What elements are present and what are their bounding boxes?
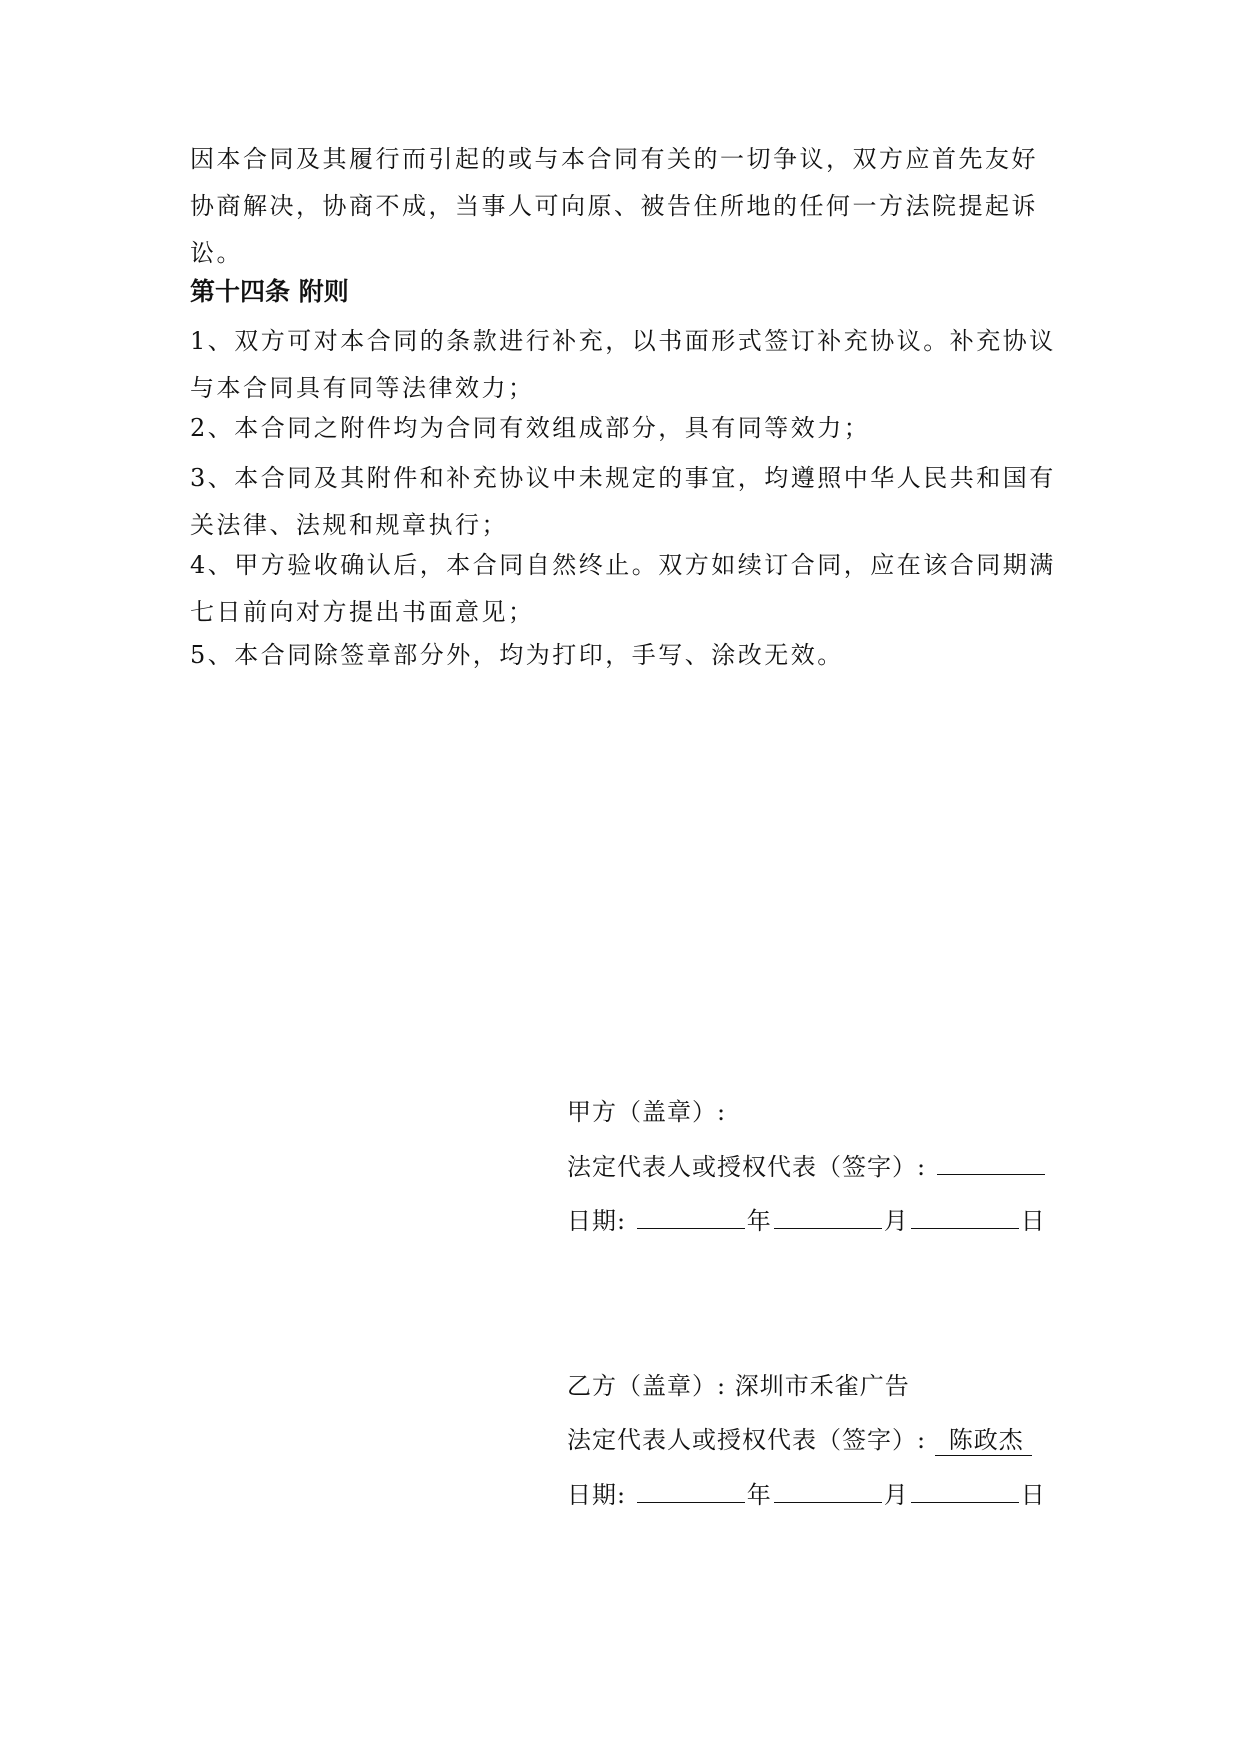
- clause-1: 1、双方可对本合同的条款进行补充，以书面形式签订补充协议。补充协议与本合同具有同等法律效力；: [190, 327, 1056, 402]
- party-a-day-field[interactable]: [911, 1200, 1019, 1229]
- party-a-month-label: 月: [883, 1207, 909, 1235]
- party-a-rep-signature-field[interactable]: [937, 1146, 1045, 1175]
- party-b-date-line: [567, 1474, 1046, 1515]
- party-b-year-label: 年: [746, 1481, 772, 1509]
- party-b-month-field[interactable]: [774, 1474, 882, 1503]
- party-a-year-field[interactable]: [637, 1200, 745, 1229]
- party-a-seal-line: [567, 1092, 726, 1132]
- party-a-month-field[interactable]: [774, 1200, 882, 1229]
- article-14-heading: 第十四条 附则: [190, 277, 349, 306]
- party-b-day-label: 日: [1020, 1481, 1046, 1509]
- party-a-date-line: [567, 1200, 1046, 1241]
- party-b-year-field[interactable]: [637, 1474, 745, 1503]
- party-a-year-label: 年: [746, 1207, 772, 1235]
- party-b-rep-line: [567, 1420, 1032, 1460]
- clause-3: 3、本合同及其附件和补充协议中未规定的事宜，均遵照中华人民共和国有关法律、法规和规章执行；: [190, 464, 1056, 539]
- party-b-rep-name: 陈政杰: [935, 1425, 1032, 1456]
- party-a-seal-label: 甲方（盖章）:: [567, 1098, 727, 1126]
- party-b-seal-label: 乙方（盖章）:: [567, 1372, 727, 1400]
- party-b-date-label: 日期:: [567, 1481, 627, 1509]
- party-b-rep-label: 法定代表人或授权代表（签字）:: [567, 1426, 927, 1454]
- party-b-day-field[interactable]: [911, 1474, 1019, 1503]
- party-a-rep-label: 法定代表人或授权代表（签字）:: [567, 1153, 927, 1181]
- party-a-date-label: 日期:: [567, 1207, 627, 1235]
- party-b-company: 深圳市禾雀广告: [734, 1372, 910, 1400]
- dispute-paragraph: 因本合同及其履行而引起的或与本合同有关的一切争议，双方应首先友好协商解决，协商不成，当事人可向原、被告住所地的任何一方法院提起诉讼。: [190, 145, 1038, 267]
- clause-2: 2、本合同之附件均为合同有效组成部分，具有同等效力；: [190, 414, 871, 442]
- party-a-day-label: 日: [1020, 1207, 1046, 1235]
- party-a-rep-line: [567, 1146, 1047, 1187]
- party-b-seal-line: [567, 1366, 910, 1406]
- party-b-month-label: 月: [883, 1481, 909, 1509]
- clause-5: 5、本合同除签章部分外，均为打印，手写、涂改无效。: [190, 641, 844, 669]
- clause-4: 4、甲方验收确认后，本合同自然终止。双方如续订合同，应在该合同期满七日前向对方提出书面意见；: [190, 551, 1056, 626]
